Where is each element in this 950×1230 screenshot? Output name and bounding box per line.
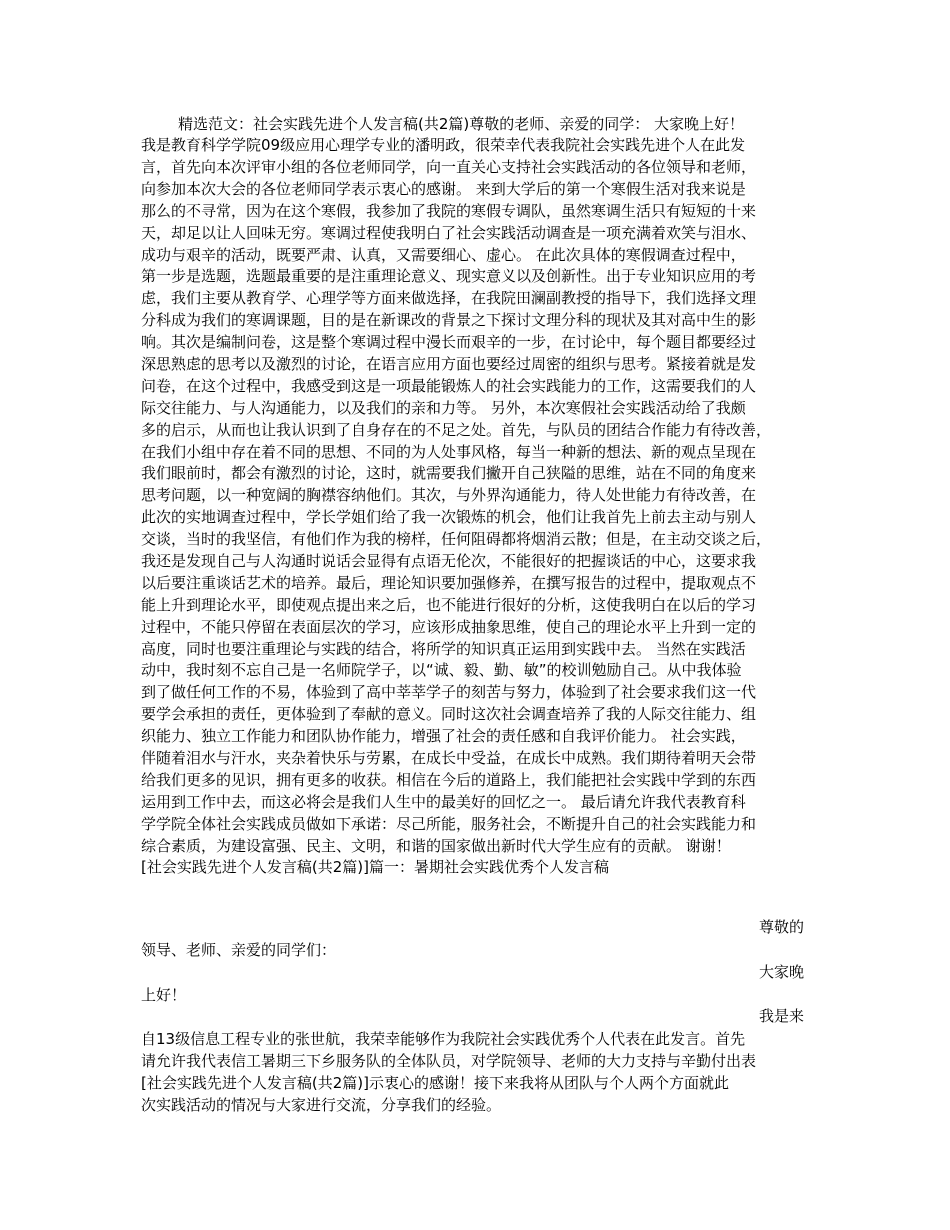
paragraph-line: 问卷，在这个过程中，我感受到这是一项最能锻炼人的社会实践能力的工作，这需要我们的人 (141, 377, 757, 395)
paragraph-line: 织能力、独立工作能力和团队协作能力，增强了社会的责任感和自我评价能力。 社会实践， (141, 727, 746, 745)
paragraph-line: 伴随着泪水与汗水，夹杂着快乐与劳累，在成长中受益，在成长中成熟。我们期待着明天会带 (141, 749, 757, 767)
speech-line: 次实践活动的情况与大家进行交流，分享我们的经验。 (141, 1096, 502, 1114)
evening-greeting-part1: 大家晚 (758, 963, 804, 981)
paragraph-line: 响。其次是编制问卷，这是整个寒调过程中漫长而艰辛的一步，在讨论中，每个题目都要经过 (141, 333, 757, 351)
speech-line: 请允许我代表信工暑期三下乡服务队的全体队员，对学院领导、老师的大力支持与辛勤付出表 (141, 1052, 757, 1070)
paragraph-line: 分科成为我们的寒调课题，目的是在新课改的背景之下探讨文理分科的现状及其对高中生的影 (141, 311, 757, 329)
intro-part1: 我是来 (758, 1007, 804, 1025)
paragraph-line: 向参加本次大会的各位老师同学表示衷心的感谢。 来到大学后的第一个寒假生活对我来说是 (141, 180, 746, 198)
paragraph-line: 天，却足以让人回味无穷。寒调过程使我明白了社会实践活动调查是一项充满着欢笑与泪水、 (141, 224, 757, 242)
paragraph-line: 精选范文：社会实践先进个人发言稿(共2篇)尊敬的老师、亲爱的同学： 大家晚上好！ (178, 115, 745, 133)
paragraph-line: 深思熟虑的思考以及激烈的讨论，在语言应用方面也要经过周密的组织与思考。紧接着就是发 (141, 355, 757, 373)
speech-line: [社会实践先进个人发言稿(共2篇)]示衷心的感谢！接下来我将从团队与个人两个方面就此 (141, 1074, 729, 1092)
paragraph-line: 成功与艰辛的活动，既要严肃、认真，又需要细心、虚心。 在此次具体的寒假调查过程中， (141, 246, 746, 264)
paragraph-line: 过程中，不能只停留在表面层次的学习，应该形成抽象思维，使自己的理论水平上升到一定的 (141, 618, 757, 636)
paragraph-line: 多的启示，从而也让我认识到了自身存在的不足之处。首先，与队员的团结合作能力有待改善， (141, 421, 772, 439)
paragraph-line: 到了做任何工作的不易，体验到了高中莘莘学子的刻苦与努力，体验到了社会要求我们这一代 (141, 683, 757, 701)
paragraph-line: 际交往能力、与人沟通能力，以及我们的亲和力等。 另外，本次寒假社会实践活动给了我颇 (141, 399, 746, 417)
paragraph-line: 在我们小组中存在着不同的思想、不同的为人处事风格，每当一种新的想法、新的观点呈现在 (141, 443, 757, 461)
evening-greeting-part2: 上好！ (141, 986, 187, 1004)
section-header: [社会实践先进个人发言稿(共2篇)]篇一：暑期社会实践优秀个人发言稿 (141, 858, 609, 876)
paragraph-line: 高度，同时也要注重理论与实践的结合，将所学的知识真正运用到实践中去。 当然在实践活 (141, 640, 746, 658)
paragraph-line: 那么的不寻常，因为在这个寒假，我参加了我院的寒假专调队，虽然寒调生活只有短短的十来 (141, 202, 757, 220)
paragraph-line: 动中，我时刻不忘自己是一名师院学子，以“诚、毅、勤、敏”的校训勉励自己。从中我体验 (141, 661, 742, 679)
paragraph-line: 此次的实地调查过程中，学长学姐们给了我一次锻炼的机会，他们让我首先上前去主动与别人 (141, 508, 757, 526)
paragraph-line: 言，首先向本次评审小组的各位老师同学，向一直关心支持社会实践活动的各位领导和老师， (141, 158, 757, 176)
paragraph-line: 我还是发现自己与人沟通时说话会显得有点语无伦次，不能很好的把握谈话的中心，这要求我 (141, 552, 757, 570)
paragraph-line: 要学会承担的责任，更体验到了奉献的意义。同时这次社会调查培养了我的人际交往能力、组 (141, 705, 757, 723)
paragraph-line: 第一步是选题，选题最重要的是注重理论意义、现实意义以及创新性。出于专业知识应用的考 (141, 267, 757, 285)
paragraph-line: 虑，我们主要从教育学、心理学等方面来做选择，在我院田澜副教授的指导下，我们选择文理 (141, 289, 757, 307)
paragraph-line: 交谈，当时的我坚信，有他们作为我的榜样，任何阻碍都将烟消云散；但是，在主动交谈之后， (141, 530, 772, 548)
paragraph-line: 我们眼前时，都会有激烈的讨论，这时，就需要我们撇开自己狭隘的思维，站在不同的角度来 (141, 464, 757, 482)
paragraph-line: 以后要注重谈话艺术的培养。最后，理论知识要加强修养，在撰写报告的过程中，提取观点不 (141, 574, 757, 592)
paragraph-line: 综合素质，为建设富强、民主、文明，和谐的国家做出新时代大学生应有的贡献。 谢谢！ (141, 837, 731, 855)
paragraph-line: 思考问题，以一种宽阔的胸襟容纳他们。其次，与外界沟通能力，待人处世能力有待改善，在 (141, 486, 757, 504)
paragraph-line: 给我们更多的见识，拥有更多的收获。相信在今后的道路上，我们能把社会实践中学到的东西 (141, 771, 757, 789)
paragraph-line: 运用到工作中去，而这必将会是我们人生中的最美好的回忆之一。 最后请允许我代表教育科 (141, 793, 746, 811)
paragraph-line: 能上升到理论水平，即使观点提出来之后，也不能进行很好的分析，这使我明白在以后的学习 (141, 596, 757, 614)
paragraph-line: 我是教育科学学院09级应用心理学专业的潘明政，很荣幸代表我院社会实践先进个人在此发 (141, 136, 746, 154)
speech-line: 自13级信息工程专业的张世航，我荣幸能够作为我院社会实践优秀个人代表在此发言。首先 (141, 1030, 746, 1048)
greeting-part2: 领导、老师、亲爱的同学们： (141, 941, 337, 959)
greeting-part1: 尊敬的 (758, 918, 804, 936)
paragraph-line: 学学院全体社会实践成员做如下承诺：尽己所能，服务社会，不断提升自己的社会实践能力和 (141, 815, 757, 833)
